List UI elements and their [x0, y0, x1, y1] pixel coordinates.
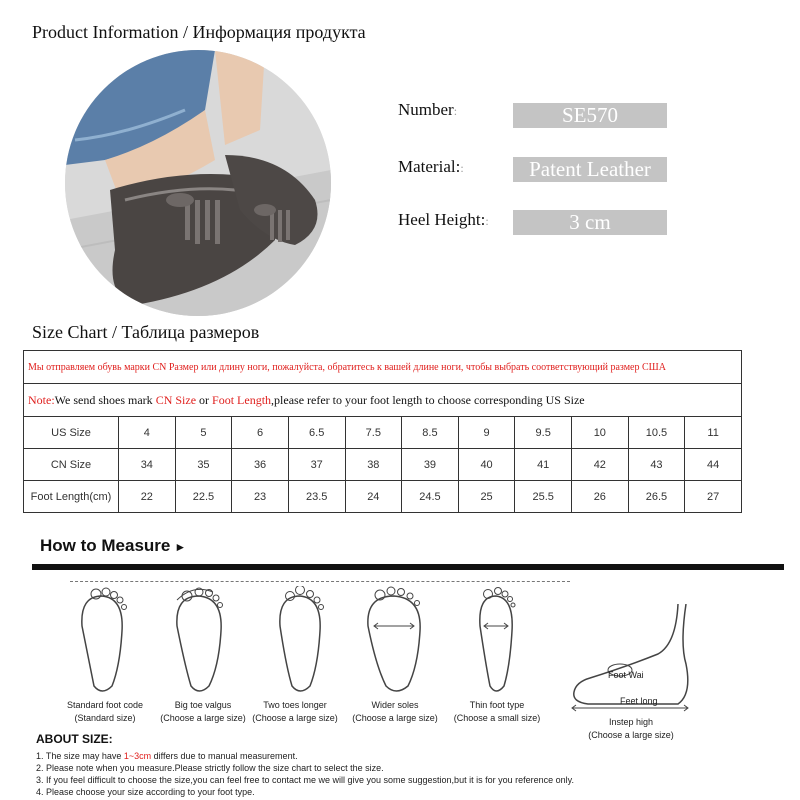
- wider-soles-icon: [356, 586, 436, 698]
- size-cell: 6.5: [288, 417, 345, 449]
- thin-foot-icon: [458, 586, 538, 698]
- size-cell: 9: [458, 417, 515, 449]
- about-size-item: 4. Please choose your size according to your foot type.: [36, 787, 255, 797]
- size-cell: 26: [572, 481, 629, 513]
- how-to-measure-title: How to Measure ►: [40, 536, 187, 555]
- note-cn-size: CN Size: [155, 392, 197, 407]
- size-cell: 11: [685, 417, 742, 449]
- size-row-label: CN Size: [24, 449, 119, 481]
- size-chart-table: [23, 350, 742, 513]
- size-cell: 22: [119, 481, 176, 513]
- about-size-title: ABOUT SIZE:: [36, 732, 113, 746]
- standard-foot-caption: Standard foot code (Standard size): [66, 700, 144, 723]
- size-cell: 7.5: [345, 417, 402, 449]
- two-toes-longer-icon: [262, 586, 342, 698]
- standard-foot-icon: [62, 586, 142, 698]
- size-cell: 6: [232, 417, 289, 449]
- size-cell: 44: [685, 449, 742, 481]
- about-size-item: 2. Please note when you measure.Please strictly follow the size chart to select the size.: [36, 763, 384, 773]
- thin-foot-caption: Thin foot type (Choose a small size): [453, 700, 541, 723]
- size-row: [24, 417, 742, 449]
- size-cell: 38: [345, 449, 402, 481]
- right-arrow-icon: ►: [174, 540, 187, 554]
- size-cell: 37: [288, 449, 345, 481]
- size-cell: 24.5: [402, 481, 459, 513]
- size-cell: 23: [232, 481, 289, 513]
- feet-long-label: Feet long: [620, 696, 658, 706]
- size-cell: 9.5: [515, 417, 572, 449]
- size-note-en: Note:We send shoes mark CN Size or Foot Length,please refer to your foot length to choose corresponding US Size: [28, 392, 585, 407]
- size-cell: 10: [572, 417, 629, 449]
- spec-number-value: SE570: [513, 103, 667, 128]
- product-info-title: Product Information / Информация продукта: [32, 22, 366, 42]
- size-chart-title: Size Chart / Таблица размеров: [32, 322, 260, 342]
- size-cell: 36: [232, 449, 289, 481]
- size-cell: 34: [119, 449, 176, 481]
- spec-material-value: Patent Leather: [513, 157, 667, 182]
- two-toes-longer-caption: Two toes longer (Choose a large size): [252, 700, 338, 723]
- size-cell: 22.5: [175, 481, 232, 513]
- size-row: [24, 449, 742, 481]
- size-row-label: US Size: [24, 417, 119, 449]
- size-cell: 40: [458, 449, 515, 481]
- foot-wai-label: Foot Wai: [608, 670, 644, 680]
- size-cell: 41: [515, 449, 572, 481]
- size-cell: 4: [119, 417, 176, 449]
- size-cell: 23.5: [288, 481, 345, 513]
- size-cell: 43: [628, 449, 685, 481]
- spec-material-label: Material::: [398, 157, 464, 176]
- spec-heel-value: 3 cm: [513, 210, 667, 235]
- size-row-label: Foot Length(cm): [24, 481, 119, 513]
- measure-dotted-line: [70, 581, 570, 582]
- product-photo: [65, 50, 331, 316]
- instep-high-caption: Instep high (Choose a large size): [588, 717, 674, 740]
- size-cell: 39: [402, 449, 459, 481]
- size-cell: 42: [572, 449, 629, 481]
- size-row: [24, 481, 742, 513]
- size-note-ru-row: [23, 350, 742, 383]
- wider-soles-caption: Wider soles (Choose a large size): [352, 700, 438, 723]
- how-to-measure-header: [32, 532, 784, 570]
- note-foot-length: Foot Length: [212, 392, 272, 407]
- size-cell: 10.5: [628, 417, 685, 449]
- spec-heel-label: Heel Height::: [398, 210, 489, 229]
- about-size-list: [36, 750, 574, 798]
- size-note-ru: Мы отправляем обувь марки CN Размер или длину ноги, пожалуйста, обратитесь к вашей длине ноги, чтобы выбрать соответствующий размер США: [28, 361, 666, 373]
- size-grid: [23, 416, 742, 513]
- size-note-en-row: [23, 383, 742, 416]
- size-cell: 25.5: [515, 481, 572, 513]
- instep-high-icon: [568, 604, 698, 714]
- about-size-item: 3. If you feel difficult to choose the size,you can feel free to contact me we will give you some suggestion,but it is for you reference only.: [36, 775, 574, 785]
- size-cell: 25: [458, 481, 515, 513]
- size-cell: 24: [345, 481, 402, 513]
- size-cell: 27: [685, 481, 742, 513]
- big-toe-valgus-caption: Big toe valgus (Choose a large size): [160, 700, 246, 723]
- about-size-item: 1. The size may have 1~3cm differs due to manual measurement.: [36, 751, 298, 761]
- note-label: Note:: [28, 392, 55, 407]
- spec-number-label: Number:: [398, 100, 458, 119]
- size-cell: 8.5: [402, 417, 459, 449]
- size-cell: 5: [175, 417, 232, 449]
- size-cell: 26.5: [628, 481, 685, 513]
- big-toe-valgus-icon: [163, 586, 243, 698]
- size-cell: 35: [175, 449, 232, 481]
